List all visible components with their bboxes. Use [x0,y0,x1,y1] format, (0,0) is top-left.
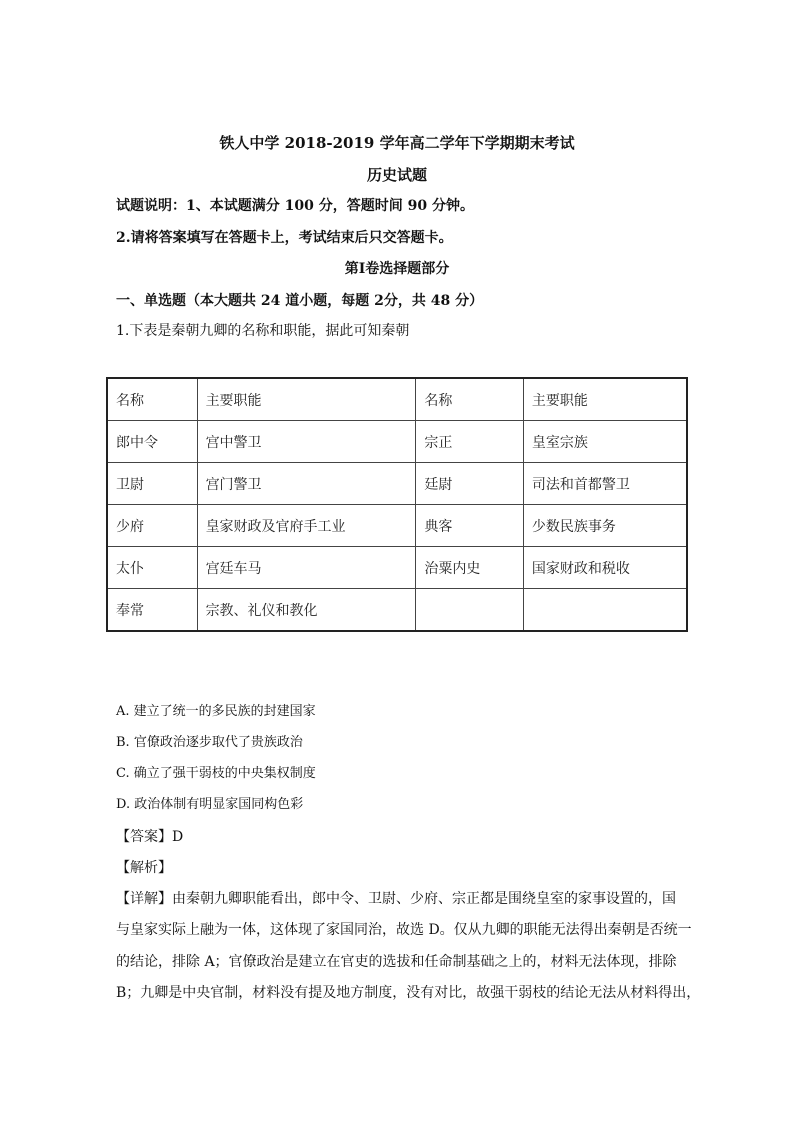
table-cell [416,589,523,632]
instruction-line-2: 2.请将答案填写在答题卡上，考试结束后只交答题卡。 [116,230,453,246]
table-cell [523,589,687,632]
part-title: 第Ⅰ卷选择题部分 [344,261,450,277]
section-title: 一、单选题（本大题共 24 道小题，每题 2分，共 48 分） [116,293,484,309]
table-cell: 奉常 [107,589,197,632]
table-cell: 宗正 [416,421,523,463]
table-cell: 治粟内史 [416,547,523,589]
nine-ministers-table [106,377,688,632]
analysis-label: 【解析】 [116,860,172,876]
detail-line-1: 【详解】由秦朝九卿职能看出，郎中令、卫尉、少府、宗正都是围绕皇室的家事设置的，国 [116,891,676,907]
table-header-cell: 名称 [107,378,197,421]
exam-title: 铁人中学 2018-2019 学年高二学年下学期期末考试 [219,134,575,152]
table-cell: 宫廷车马 [197,547,416,589]
table-cell: 少数民族事务 [523,505,687,547]
table-row [107,421,687,463]
table-row [107,463,687,505]
option-a: A. 建立了统一的多民族的封建国家 [116,704,316,719]
question-stem: 1.下表是秦朝九卿的名称和职能，据此可知秦朝 [116,323,410,339]
table-row [107,589,687,632]
detail-line-2: 与皇家实际上融为一体，这体现了家国同治，故选 D。仅从九卿的职能无法得出秦朝是否统一 [116,922,692,938]
instruction-line-1: 试题说明：1、本试题满分 100 分，答题时间 90 分钟。 [116,198,474,214]
answer-line: 【答案】D [116,829,184,845]
detail-line-3: 的结论，排除 A；官僚政治是建立在官吏的选拔和任命制基础之上的，材料无法体现，排除 [116,954,677,970]
table-cell: 典客 [416,505,523,547]
table-cell: 廷尉 [416,463,523,505]
option-b: B. 官僚政治逐步取代了贵族政治 [116,735,303,750]
table-cell: 皇家财政及官府手工业 [197,505,416,547]
table-cell: 郎中令 [107,421,197,463]
option-d: D. 政治体制有明显家国同构色彩 [116,797,304,812]
option-c: C. 确立了强干弱枝的中央集权制度 [116,766,316,781]
table-header-cell: 名称 [416,378,523,421]
table-row [107,505,687,547]
table-cell: 太仆 [107,547,197,589]
table-cell: 宫门警卫 [197,463,416,505]
table-cell: 卫尉 [107,463,197,505]
table-header-row [107,378,687,421]
table-cell: 少府 [107,505,197,547]
table-cell: 司法和首都警卫 [523,463,687,505]
table-cell: 皇室宗族 [523,421,687,463]
table-cell: 国家财政和税收 [523,547,687,589]
table-cell: 宫中警卫 [197,421,416,463]
exam-subtitle: 历史试题 [366,166,427,184]
table-cell: 宗教、礼仪和教化 [197,589,416,632]
detail-line-4: B；九卿是中央官制，材料没有提及地方制度，没有对比，故强干弱枝的结论无法从材料得出， [116,985,701,1001]
table-row [107,547,687,589]
table-header-cell: 主要职能 [523,378,687,421]
table-header-cell: 主要职能 [197,378,416,421]
